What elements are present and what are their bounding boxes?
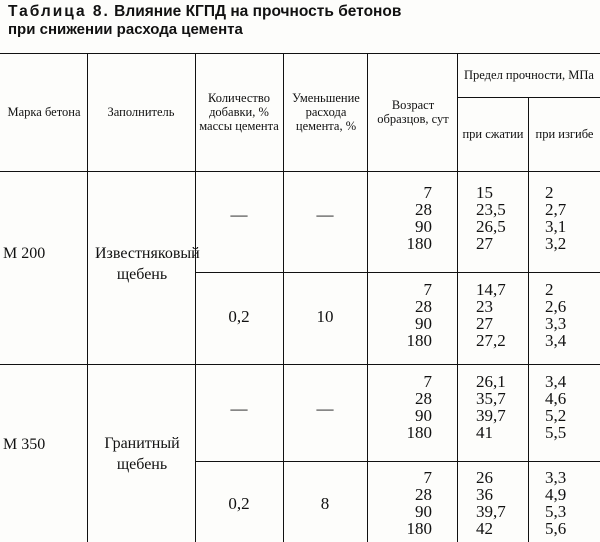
age-cell: 90 [415, 406, 432, 425]
compression-cell: 23,5 [476, 200, 506, 219]
group-divider [0, 364, 600, 365]
table-title-line2: при снижении расхода цемента [8, 21, 243, 38]
bending-cell: 3,4 [545, 331, 567, 350]
table-top-rule [0, 53, 600, 54]
header-strength: Предел прочности, МПа [464, 68, 594, 82]
compression-cell: 39,7 [476, 502, 506, 521]
compression-cell: 26 [476, 468, 493, 487]
compression-cell: 15 [476, 183, 493, 202]
age-cell: 7 [423, 280, 432, 299]
m350-block-divider [195, 461, 600, 462]
compression-cell: 39,7 [476, 406, 506, 425]
age-cell: 90 [415, 217, 432, 236]
bending-cell: 2,7 [545, 200, 567, 219]
additive-cell: 0,2 [228, 307, 250, 326]
bending-cell: 5,5 [545, 423, 567, 442]
col-divider-6 [528, 97, 529, 542]
age-cell: 28 [415, 389, 432, 408]
filler-cell: Гранитный щебень [104, 435, 180, 473]
compression-cell: 27,2 [476, 331, 506, 350]
reduction-cell: — [316, 205, 334, 224]
bending-cell: 3,3 [545, 468, 567, 487]
bending-cell: 3,4 [545, 372, 567, 391]
age-cell: 7 [423, 372, 432, 391]
filler-cell: Известняковый щебень [95, 245, 200, 283]
compression-cell: 42 [476, 519, 493, 538]
compression-cell: 23 [476, 297, 493, 316]
compression-cell: 27 [476, 234, 493, 253]
compression-cell: 26,1 [476, 372, 506, 391]
bending-cell: 3,2 [545, 234, 567, 253]
table-caption [8, 3, 598, 39]
bending-cell: 2,6 [545, 297, 567, 316]
age-cell: 90 [415, 314, 432, 333]
age-cell: 180 [406, 519, 432, 538]
table-number: Таблица 8. [8, 3, 110, 20]
reduction-cell: 10 [316, 307, 334, 326]
header-compression: при сжатии [462, 127, 524, 141]
col-divider-3 [283, 53, 284, 542]
bending-cell: 3,1 [545, 217, 567, 236]
grade-cell: М 200 [3, 245, 46, 262]
age-cell: 28 [415, 200, 432, 219]
age-cell: 28 [415, 485, 432, 504]
bending-cell: 2 [545, 280, 554, 299]
age-cell: 7 [423, 183, 432, 202]
header-additive: Количество добавки, % массы цемента [199, 91, 279, 133]
bending-cell: 5,3 [545, 502, 567, 521]
age-cell: 28 [415, 297, 432, 316]
col-divider-5 [457, 53, 458, 542]
col-divider-1 [87, 53, 88, 542]
age-cell: 180 [406, 234, 432, 253]
col-divider-2 [195, 53, 196, 542]
compression-cell: 27 [476, 314, 493, 333]
age-cell: 180 [406, 423, 432, 442]
reduction-cell: — [316, 399, 334, 418]
m200-block-divider [195, 272, 600, 273]
bending-cell: 5,2 [545, 406, 567, 425]
grade-cell: М 350 [3, 436, 46, 453]
bending-cell: 5,6 [545, 519, 567, 538]
bending-cell: 3,3 [545, 314, 567, 333]
age-cell: 90 [415, 502, 432, 521]
compression-cell: 36 [476, 485, 493, 504]
col-divider-4 [367, 53, 368, 542]
header-grade: Марка бетона [7, 105, 81, 119]
header-age: Возраст образцов, сут [377, 98, 449, 126]
bending-cell: 4,9 [545, 485, 567, 504]
age-cell: 180 [406, 331, 432, 350]
bending-cell: 4,6 [545, 389, 567, 408]
header-reduction: Уменьшение расхода цемента, % [292, 91, 360, 133]
additive-cell: — [230, 205, 248, 224]
compression-cell: 41 [476, 423, 493, 442]
compression-cell: 26,5 [476, 217, 506, 236]
age-cell: 7 [423, 468, 432, 487]
bending-cell: 2 [545, 183, 554, 202]
additive-cell: 0,2 [228, 494, 250, 513]
compression-cell: 14,7 [476, 280, 506, 299]
table-title-line1: Влияние КГПД на прочность бетонов [114, 3, 402, 20]
header-filler: Заполнитель [107, 105, 175, 119]
header-bending: при изгибе [535, 127, 594, 141]
reduction-cell: 8 [320, 494, 330, 513]
additive-cell: — [230, 399, 248, 418]
header-bottom-rule [0, 171, 600, 172]
compression-cell: 35,7 [476, 389, 506, 408]
